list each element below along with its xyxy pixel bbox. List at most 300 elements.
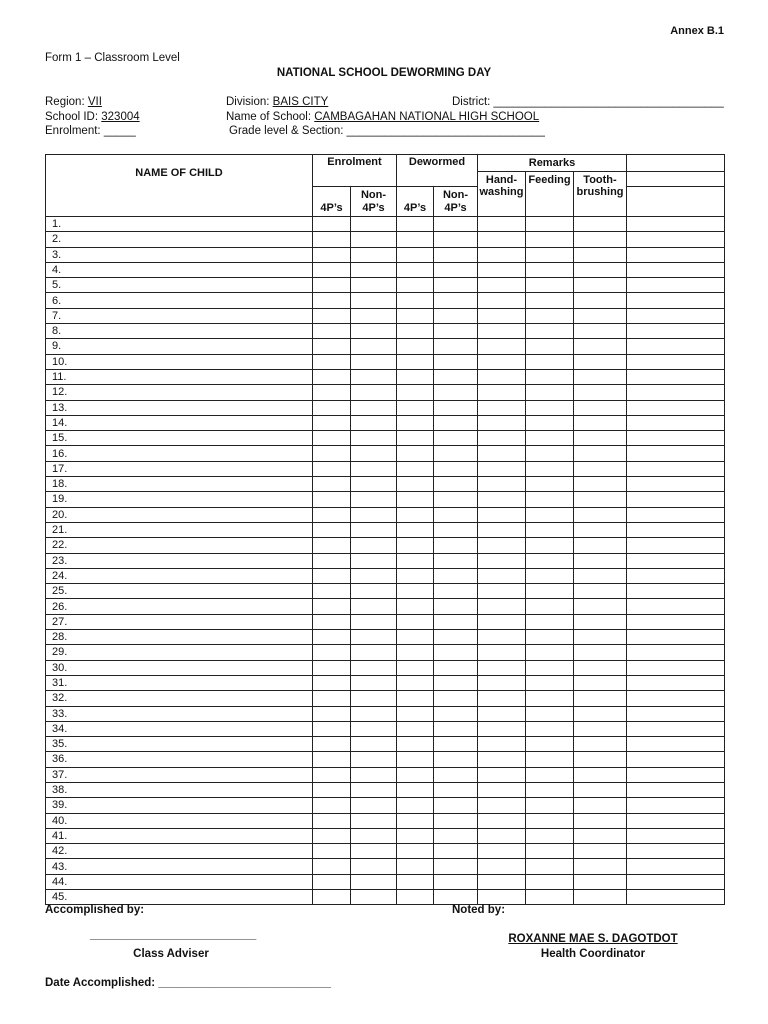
child-name-cell[interactable]: 21. [46, 522, 313, 537]
entry-cell[interactable] [313, 614, 351, 629]
entry-cell[interactable] [434, 675, 478, 690]
entry-cell[interactable] [351, 752, 397, 767]
entry-cell[interactable] [574, 278, 627, 293]
entry-cell[interactable] [478, 737, 526, 752]
entry-cell[interactable] [351, 737, 397, 752]
entry-cell[interactable] [351, 339, 397, 354]
entry-cell[interactable] [574, 232, 627, 247]
entry-cell[interactable] [351, 232, 397, 247]
entry-cell[interactable] [526, 752, 574, 767]
entry-cell[interactable] [574, 721, 627, 736]
entry-cell[interactable] [627, 874, 725, 889]
entry-cell[interactable] [574, 660, 627, 675]
entry-cell[interactable] [434, 293, 478, 308]
child-name-cell[interactable]: 13. [46, 400, 313, 415]
child-name-cell[interactable]: 10. [46, 354, 313, 369]
entry-cell[interactable] [351, 461, 397, 476]
entry-cell[interactable] [574, 507, 627, 522]
entry-cell[interactable] [434, 782, 478, 797]
entry-cell[interactable] [397, 874, 434, 889]
entry-cell[interactable] [574, 538, 627, 553]
entry-cell[interactable] [397, 828, 434, 843]
entry-cell[interactable] [313, 890, 351, 905]
entry-cell[interactable] [526, 630, 574, 645]
entry-cell[interactable] [397, 614, 434, 629]
entry-cell[interactable] [351, 782, 397, 797]
entry-cell[interactable] [526, 278, 574, 293]
entry-cell[interactable] [313, 584, 351, 599]
entry-cell[interactable] [627, 232, 725, 247]
entry-cell[interactable] [313, 217, 351, 232]
entry-cell[interactable] [397, 782, 434, 797]
entry-cell[interactable] [478, 813, 526, 828]
entry-cell[interactable] [313, 522, 351, 537]
entry-cell[interactable] [574, 584, 627, 599]
child-name-cell[interactable]: 11. [46, 369, 313, 384]
child-name-cell[interactable]: 38. [46, 782, 313, 797]
entry-cell[interactable] [574, 446, 627, 461]
entry-cell[interactable] [627, 553, 725, 568]
entry-cell[interactable] [478, 675, 526, 690]
entry-cell[interactable] [434, 507, 478, 522]
entry-cell[interactable] [574, 767, 627, 782]
entry-cell[interactable] [574, 614, 627, 629]
entry-cell[interactable] [434, 660, 478, 675]
entry-cell[interactable] [397, 385, 434, 400]
child-name-cell[interactable]: 2. [46, 232, 313, 247]
entry-cell[interactable] [574, 874, 627, 889]
entry-cell[interactable] [574, 217, 627, 232]
entry-cell[interactable] [434, 737, 478, 752]
entry-cell[interactable] [397, 354, 434, 369]
entry-cell[interactable] [351, 354, 397, 369]
entry-cell[interactable] [397, 293, 434, 308]
entry-cell[interactable] [351, 599, 397, 614]
entry-cell[interactable] [397, 721, 434, 736]
entry-cell[interactable] [478, 630, 526, 645]
entry-cell[interactable] [526, 828, 574, 843]
entry-cell[interactable] [397, 630, 434, 645]
entry-cell[interactable] [478, 415, 526, 430]
entry-cell[interactable] [434, 232, 478, 247]
entry-cell[interactable] [397, 553, 434, 568]
entry-cell[interactable] [351, 721, 397, 736]
entry-cell[interactable] [574, 691, 627, 706]
entry-cell[interactable] [351, 522, 397, 537]
entry-cell[interactable] [351, 813, 397, 828]
entry-cell[interactable] [313, 339, 351, 354]
entry-cell[interactable] [313, 813, 351, 828]
child-name-cell[interactable]: 35. [46, 737, 313, 752]
entry-cell[interactable] [526, 890, 574, 905]
child-name-cell[interactable]: 17. [46, 461, 313, 476]
entry-cell[interactable] [526, 706, 574, 721]
entry-cell[interactable] [574, 752, 627, 767]
entry-cell[interactable] [526, 477, 574, 492]
entry-cell[interactable] [434, 278, 478, 293]
child-name-cell[interactable]: 8. [46, 324, 313, 339]
entry-cell[interactable] [313, 691, 351, 706]
entry-cell[interactable] [627, 324, 725, 339]
child-name-cell[interactable]: 36. [46, 752, 313, 767]
entry-cell[interactable] [478, 660, 526, 675]
entry-cell[interactable] [574, 324, 627, 339]
child-name-cell[interactable]: 31. [46, 675, 313, 690]
entry-cell[interactable] [627, 859, 725, 874]
entry-cell[interactable] [574, 798, 627, 813]
entry-cell[interactable] [397, 446, 434, 461]
entry-cell[interactable] [478, 844, 526, 859]
entry-cell[interactable] [526, 522, 574, 537]
child-name-cell[interactable]: 40. [46, 813, 313, 828]
entry-cell[interactable] [397, 369, 434, 384]
entry-cell[interactable] [627, 828, 725, 843]
child-name-cell[interactable]: 29. [46, 645, 313, 660]
entry-cell[interactable] [434, 538, 478, 553]
entry-cell[interactable] [627, 507, 725, 522]
entry-cell[interactable] [627, 782, 725, 797]
entry-cell[interactable] [434, 339, 478, 354]
entry-cell[interactable] [627, 278, 725, 293]
entry-cell[interactable] [351, 324, 397, 339]
entry-cell[interactable] [627, 369, 725, 384]
entry-cell[interactable] [574, 630, 627, 645]
entry-cell[interactable] [351, 446, 397, 461]
entry-cell[interactable] [434, 706, 478, 721]
child-name-cell[interactable]: 25. [46, 584, 313, 599]
entry-cell[interactable] [574, 461, 627, 476]
entry-cell[interactable] [313, 308, 351, 323]
entry-cell[interactable] [627, 262, 725, 277]
entry-cell[interactable] [434, 859, 478, 874]
entry-cell[interactable] [397, 262, 434, 277]
entry-cell[interactable] [397, 737, 434, 752]
entry-cell[interactable] [526, 660, 574, 675]
child-name-cell[interactable]: 28. [46, 630, 313, 645]
entry-cell[interactable] [434, 247, 478, 262]
child-name-cell[interactable]: 12. [46, 385, 313, 400]
entry-cell[interactable] [351, 415, 397, 430]
entry-cell[interactable] [627, 767, 725, 782]
entry-cell[interactable] [627, 339, 725, 354]
entry-cell[interactable] [574, 675, 627, 690]
entry-cell[interactable] [313, 798, 351, 813]
entry-cell[interactable] [313, 828, 351, 843]
entry-cell[interactable] [478, 538, 526, 553]
entry-cell[interactable] [351, 630, 397, 645]
entry-cell[interactable] [574, 339, 627, 354]
entry-cell[interactable] [627, 599, 725, 614]
child-name-cell[interactable]: 23. [46, 553, 313, 568]
child-name-cell[interactable]: 5. [46, 278, 313, 293]
entry-cell[interactable] [397, 813, 434, 828]
entry-cell[interactable] [351, 492, 397, 507]
entry-cell[interactable] [434, 415, 478, 430]
entry-cell[interactable] [526, 798, 574, 813]
entry-cell[interactable] [627, 400, 725, 415]
entry-cell[interactable] [313, 324, 351, 339]
entry-cell[interactable] [526, 599, 574, 614]
entry-cell[interactable] [627, 844, 725, 859]
entry-cell[interactable] [434, 308, 478, 323]
entry-cell[interactable] [434, 721, 478, 736]
entry-cell[interactable] [351, 584, 397, 599]
child-name-cell[interactable]: 4. [46, 262, 313, 277]
entry-cell[interactable] [574, 859, 627, 874]
entry-cell[interactable] [313, 630, 351, 645]
entry-cell[interactable] [313, 278, 351, 293]
child-name-cell[interactable]: 9. [46, 339, 313, 354]
entry-cell[interactable] [627, 385, 725, 400]
child-name-cell[interactable]: 16. [46, 446, 313, 461]
entry-cell[interactable] [313, 446, 351, 461]
entry-cell[interactable] [478, 568, 526, 583]
entry-cell[interactable] [434, 584, 478, 599]
entry-cell[interactable] [351, 874, 397, 889]
entry-cell[interactable] [526, 584, 574, 599]
entry-cell[interactable] [627, 538, 725, 553]
entry-cell[interactable] [478, 324, 526, 339]
entry-cell[interactable] [313, 431, 351, 446]
entry-cell[interactable] [526, 293, 574, 308]
entry-cell[interactable] [526, 737, 574, 752]
entry-cell[interactable] [526, 446, 574, 461]
child-name-cell[interactable]: 42. [46, 844, 313, 859]
entry-cell[interactable] [434, 477, 478, 492]
entry-cell[interactable] [351, 431, 397, 446]
entry-cell[interactable] [526, 492, 574, 507]
child-name-cell[interactable]: 41. [46, 828, 313, 843]
entry-cell[interactable] [478, 782, 526, 797]
entry-cell[interactable] [478, 477, 526, 492]
entry-cell[interactable] [351, 308, 397, 323]
entry-cell[interactable] [627, 431, 725, 446]
entry-cell[interactable] [627, 492, 725, 507]
entry-cell[interactable] [478, 262, 526, 277]
entry-cell[interactable] [351, 568, 397, 583]
entry-cell[interactable] [478, 890, 526, 905]
entry-cell[interactable] [526, 767, 574, 782]
entry-cell[interactable] [434, 461, 478, 476]
entry-cell[interactable] [627, 568, 725, 583]
entry-cell[interactable] [627, 737, 725, 752]
entry-cell[interactable] [526, 415, 574, 430]
entry-cell[interactable] [627, 890, 725, 905]
entry-cell[interactable] [313, 859, 351, 874]
entry-cell[interactable] [627, 813, 725, 828]
entry-cell[interactable] [627, 614, 725, 629]
entry-cell[interactable] [351, 369, 397, 384]
entry-cell[interactable] [478, 431, 526, 446]
entry-cell[interactable] [526, 232, 574, 247]
entry-cell[interactable] [478, 461, 526, 476]
entry-cell[interactable] [313, 767, 351, 782]
entry-cell[interactable] [478, 798, 526, 813]
entry-cell[interactable] [478, 232, 526, 247]
child-name-cell[interactable]: 20. [46, 507, 313, 522]
entry-cell[interactable] [478, 293, 526, 308]
entry-cell[interactable] [478, 828, 526, 843]
entry-cell[interactable] [434, 385, 478, 400]
entry-cell[interactable] [351, 507, 397, 522]
entry-cell[interactable] [526, 507, 574, 522]
entry-cell[interactable] [313, 477, 351, 492]
entry-cell[interactable] [313, 385, 351, 400]
entry-cell[interactable] [526, 461, 574, 476]
entry-cell[interactable] [397, 522, 434, 537]
entry-cell[interactable] [574, 813, 627, 828]
entry-cell[interactable] [434, 568, 478, 583]
entry-cell[interactable] [397, 308, 434, 323]
child-name-cell[interactable]: 18. [46, 477, 313, 492]
entry-cell[interactable] [478, 584, 526, 599]
entry-cell[interactable] [526, 247, 574, 262]
entry-cell[interactable] [351, 798, 397, 813]
entry-cell[interactable] [478, 691, 526, 706]
entry-cell[interactable] [434, 431, 478, 446]
entry-cell[interactable] [313, 492, 351, 507]
child-name-cell[interactable]: 45. [46, 890, 313, 905]
entry-cell[interactable] [434, 828, 478, 843]
child-name-cell[interactable]: 44. [46, 874, 313, 889]
entry-cell[interactable] [397, 278, 434, 293]
entry-cell[interactable] [627, 446, 725, 461]
entry-cell[interactable] [526, 782, 574, 797]
entry-cell[interactable] [627, 584, 725, 599]
entry-cell[interactable] [397, 324, 434, 339]
entry-cell[interactable] [313, 415, 351, 430]
entry-cell[interactable] [434, 369, 478, 384]
entry-cell[interactable] [627, 706, 725, 721]
entry-cell[interactable] [434, 324, 478, 339]
entry-cell[interactable] [397, 645, 434, 660]
entry-cell[interactable] [313, 737, 351, 752]
entry-cell[interactable] [526, 675, 574, 690]
child-name-cell[interactable]: 34. [46, 721, 313, 736]
child-name-cell[interactable]: 37. [46, 767, 313, 782]
entry-cell[interactable] [351, 293, 397, 308]
entry-cell[interactable] [313, 645, 351, 660]
entry-cell[interactable] [313, 247, 351, 262]
entry-cell[interactable] [351, 828, 397, 843]
child-name-cell[interactable]: 14. [46, 415, 313, 430]
entry-cell[interactable] [627, 522, 725, 537]
entry-cell[interactable] [397, 890, 434, 905]
entry-cell[interactable] [434, 752, 478, 767]
entry-cell[interactable] [351, 385, 397, 400]
entry-cell[interactable] [574, 890, 627, 905]
entry-cell[interactable] [526, 721, 574, 736]
entry-cell[interactable] [313, 874, 351, 889]
entry-cell[interactable] [313, 706, 351, 721]
entry-cell[interactable] [478, 522, 526, 537]
entry-cell[interactable] [574, 308, 627, 323]
entry-cell[interactable] [313, 507, 351, 522]
entry-cell[interactable] [478, 752, 526, 767]
entry-cell[interactable] [478, 339, 526, 354]
entry-cell[interactable] [526, 354, 574, 369]
entry-cell[interactable] [574, 262, 627, 277]
entry-cell[interactable] [351, 844, 397, 859]
entry-cell[interactable] [313, 568, 351, 583]
entry-cell[interactable] [351, 400, 397, 415]
child-name-cell[interactable]: 3. [46, 247, 313, 262]
entry-cell[interactable] [574, 492, 627, 507]
entry-cell[interactable] [478, 278, 526, 293]
entry-cell[interactable] [313, 461, 351, 476]
entry-cell[interactable] [397, 859, 434, 874]
entry-cell[interactable] [351, 645, 397, 660]
entry-cell[interactable] [526, 874, 574, 889]
entry-cell[interactable] [478, 614, 526, 629]
entry-cell[interactable] [397, 599, 434, 614]
entry-cell[interactable] [574, 844, 627, 859]
entry-cell[interactable] [434, 522, 478, 537]
entry-cell[interactable] [574, 828, 627, 843]
entry-cell[interactable] [627, 415, 725, 430]
entry-cell[interactable] [434, 767, 478, 782]
entry-cell[interactable] [574, 431, 627, 446]
entry-cell[interactable] [478, 308, 526, 323]
child-name-cell[interactable]: 26. [46, 599, 313, 614]
entry-cell[interactable] [627, 630, 725, 645]
entry-cell[interactable] [434, 446, 478, 461]
entry-cell[interactable] [434, 217, 478, 232]
entry-cell[interactable] [313, 354, 351, 369]
entry-cell[interactable] [627, 752, 725, 767]
entry-cell[interactable] [351, 538, 397, 553]
entry-cell[interactable] [313, 293, 351, 308]
entry-cell[interactable] [526, 400, 574, 415]
entry-cell[interactable] [351, 660, 397, 675]
entry-cell[interactable] [574, 568, 627, 583]
entry-cell[interactable] [434, 645, 478, 660]
entry-cell[interactable] [526, 431, 574, 446]
entry-cell[interactable] [574, 553, 627, 568]
entry-cell[interactable] [478, 354, 526, 369]
entry-cell[interactable] [478, 599, 526, 614]
entry-cell[interactable] [351, 691, 397, 706]
entry-cell[interactable] [574, 354, 627, 369]
entry-cell[interactable] [434, 262, 478, 277]
entry-cell[interactable] [627, 660, 725, 675]
entry-cell[interactable] [627, 247, 725, 262]
entry-cell[interactable] [397, 660, 434, 675]
entry-cell[interactable] [526, 568, 574, 583]
entry-cell[interactable] [313, 232, 351, 247]
child-name-cell[interactable]: 24. [46, 568, 313, 583]
entry-cell[interactable] [313, 400, 351, 415]
entry-cell[interactable] [313, 660, 351, 675]
entry-cell[interactable] [351, 217, 397, 232]
entry-cell[interactable] [478, 721, 526, 736]
entry-cell[interactable] [526, 553, 574, 568]
entry-cell[interactable] [434, 354, 478, 369]
entry-cell[interactable] [526, 614, 574, 629]
entry-cell[interactable] [434, 599, 478, 614]
entry-cell[interactable] [397, 477, 434, 492]
child-name-cell[interactable]: 22. [46, 538, 313, 553]
entry-cell[interactable] [351, 767, 397, 782]
entry-cell[interactable] [351, 859, 397, 874]
entry-cell[interactable] [478, 446, 526, 461]
child-name-cell[interactable]: 27. [46, 614, 313, 629]
child-name-cell[interactable]: 30. [46, 660, 313, 675]
entry-cell[interactable] [627, 691, 725, 706]
entry-cell[interactable] [526, 844, 574, 859]
entry-cell[interactable] [434, 553, 478, 568]
entry-cell[interactable] [351, 553, 397, 568]
